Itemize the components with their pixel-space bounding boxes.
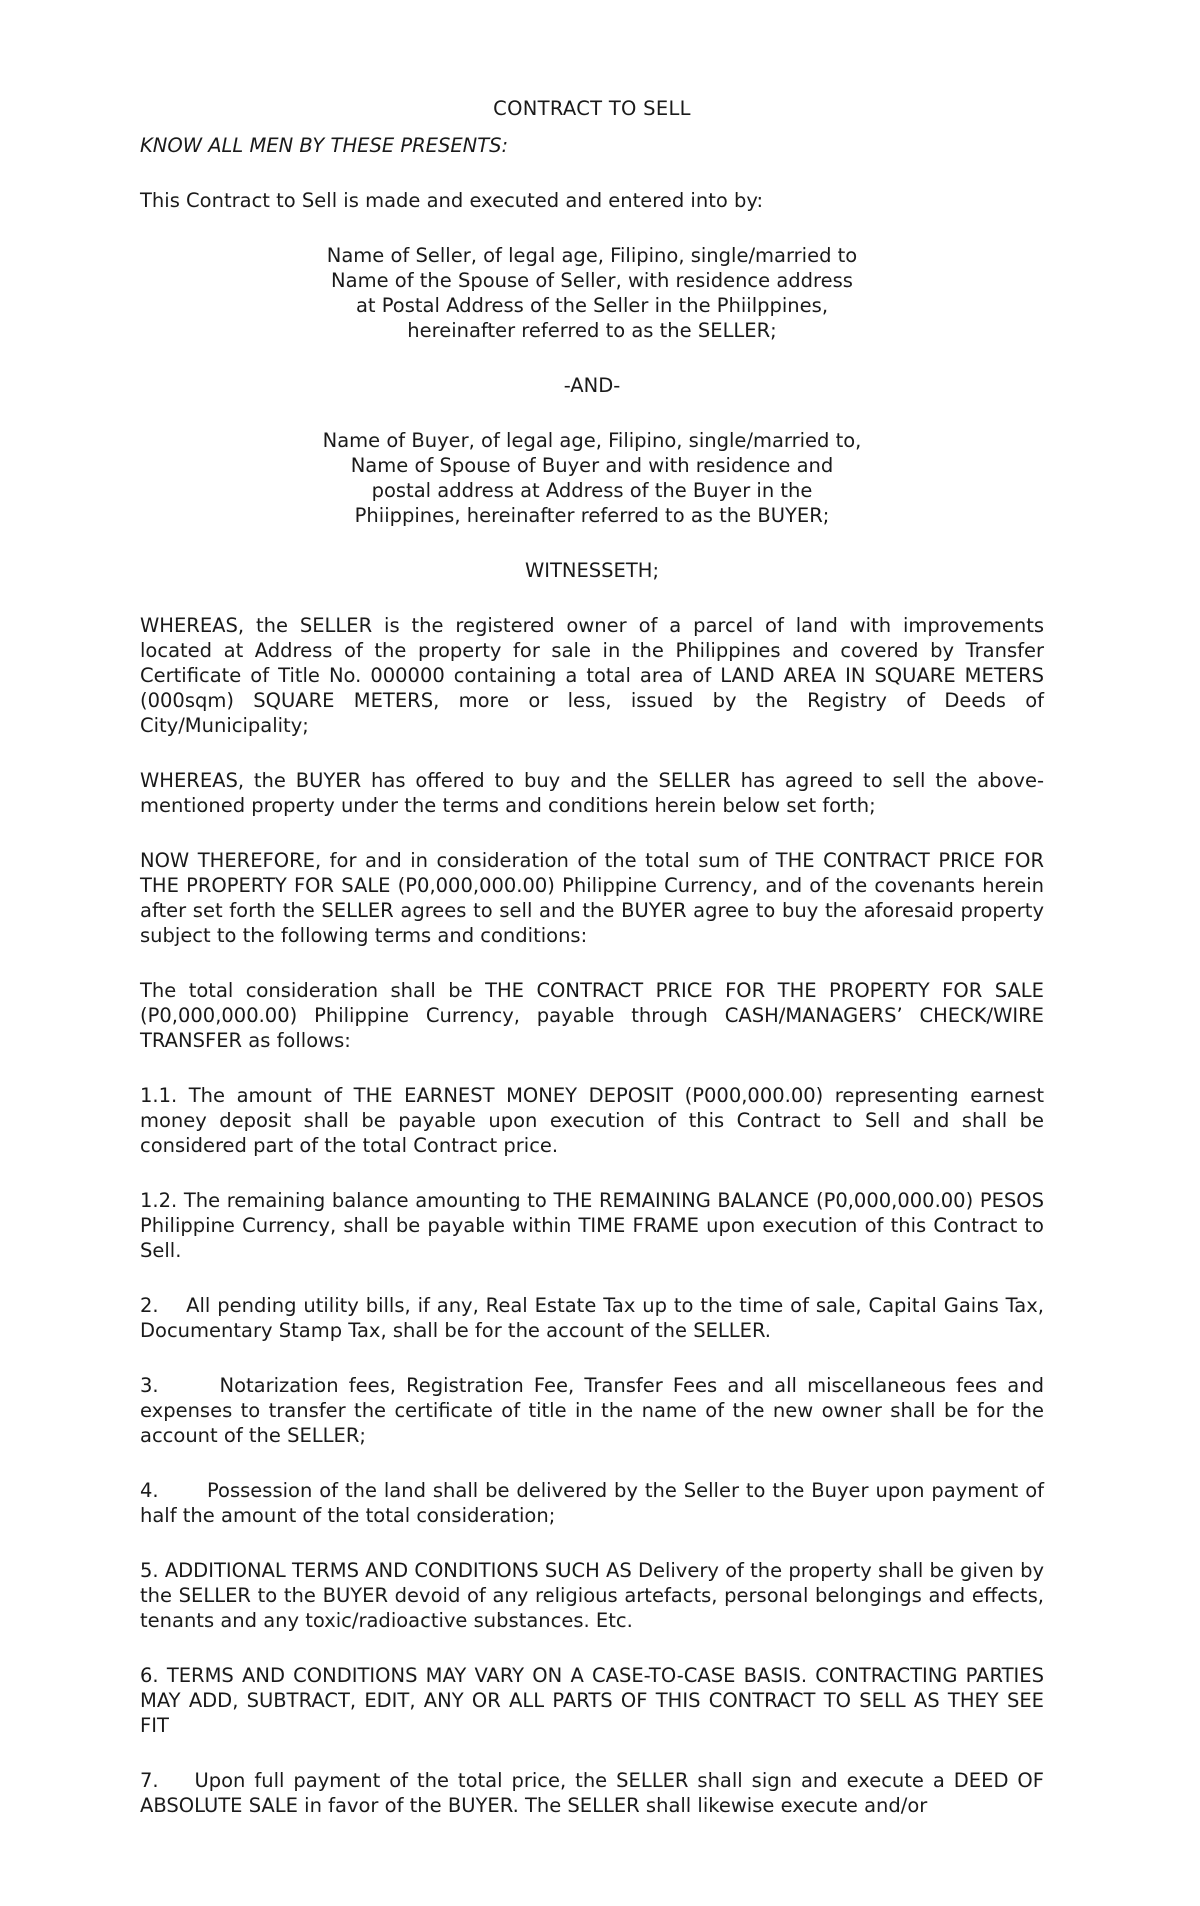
made-by-line: This Contract to Sell is made and executed and entered into by: [140, 189, 764, 212]
clause-1-1: 1.1. The amount of THE EARNEST MONEY DEPOSIT (P000,000.00) representing earnest money deposit shall be payable upon execution of this Contract to Sell and shall be considered part of the total Contract price. [140, 1084, 1044, 1157]
clause-7: 7. Upon full payment of the total price, the SELLER shall sign and execute a DEED OF ABSOLUTE SALE in favor of the BUYER. The SELLER shall likewise execute and/or [140, 1769, 1051, 1817]
buyer-line: Phiippines, hereinafter referred to as the BUYER; [354, 504, 830, 527]
clause-5: 5. ADDITIONAL TERMS AND CONDITIONS SUCH AS Delivery of the property shall be given by the SELLER to the BUYER devoid of any religious artefacts, personal belongings and effects, tenants and any toxic/radioactive substances. Etc. [140, 1559, 1044, 1632]
seller-line: Name of Seller, of legal age, Filipino, single/married to [326, 244, 858, 267]
intro-line: KNOW ALL MEN BY THESE PRESENTS: [140, 134, 509, 157]
clause-3: 3. Notarization fees, Registration Fee, Transfer Fees and all miscellaneous fees and expenses to transfer the certificate of title in the name of the new owner shall be for the account of the SELLER; [140, 1374, 1051, 1447]
buyer-line: Name of Buyer, of legal age, Filipino, single/married to, [322, 429, 862, 452]
paragraph-whereas-owner: WHEREAS, the SELLER is the registered owner of a parcel of land with improvements located at Address of the property for sale in the Philippines and covered by Transfer Certificate of Title No. 000000 containing a total area of LAND AREA IN SQUARE METERS (000sqm) SQUARE METERS, more or less, issued by the Registry of Deeds of City/Municipality; [140, 614, 1044, 737]
clause-6: 6. TERMS AND CONDITIONS MAY VARY ON A CASE-TO-CASE BASIS. CONTRACTING PARTIES MAY ADD, SUBTRACT, EDIT, ANY OR ALL PARTS OF THIS CONTRACT TO SELL AS THEY SEE FIT [140, 1664, 1044, 1737]
clause-4: 4. Possession of the land shall be delivered by the Seller to the Buyer upon payment of half the amount of the total consideration; [140, 1479, 1051, 1527]
buyer-line: Name of Spouse of Buyer and with residence and [350, 454, 834, 477]
seller-line: Name of the Spouse of Seller, with residence address [331, 269, 853, 292]
paragraph-total-consideration: The total consideration shall be THE CONTRACT PRICE FOR THE PROPERTY FOR SALE (P0,000,000.00) Philippine Currency, payable through CASH/MANAGERS’ CHECK/WIRE TRANSFER as follows: [140, 979, 1044, 1052]
and-separator: -AND- [563, 374, 621, 397]
document-title: CONTRACT TO SELL [493, 97, 691, 120]
seller-line: hereinafter referred to as the SELLER; [407, 319, 777, 342]
paragraph-now-therefore: NOW THEREFORE, for and in consideration of the total sum of THE CONTRACT PRICE FOR THE PROPERTY FOR SALE (P0,000,000.00) Philippine Currency, and of the covenants herein after set forth the SELLER agrees to sell and the BUYER agree to buy the aforesaid property subject to the following terms and conditions: [140, 849, 1044, 947]
buyer-line: postal address at Address of the Buyer in the [371, 479, 813, 502]
paragraph-whereas-offer: WHEREAS, the BUYER has offered to buy and the SELLER has agreed to sell the above-mentioned property under the terms and conditions herein below set forth; [140, 769, 1044, 817]
witnesseth-heading: WITNESSETH; [524, 559, 660, 582]
buyer-block [140, 428, 1044, 528]
seller-line: at Postal Address of the Seller in the Phiilppines, [355, 294, 829, 317]
document-page [140, 96, 1051, 1818]
clause-1-2: 1.2. The remaining balance amounting to THE REMAINING BALANCE (P0,000,000.00) PESOS Philippine Currency, shall be payable within TIME FRAME upon execution of this Contract to Sell. [140, 1189, 1044, 1262]
clause-2: 2. All pending utility bills, if any, Real Estate Tax up to the time of sale, Capital Gains Tax, Documentary Stamp Tax, shall be for the account of the SELLER. [140, 1294, 1051, 1342]
seller-block [140, 243, 1044, 343]
